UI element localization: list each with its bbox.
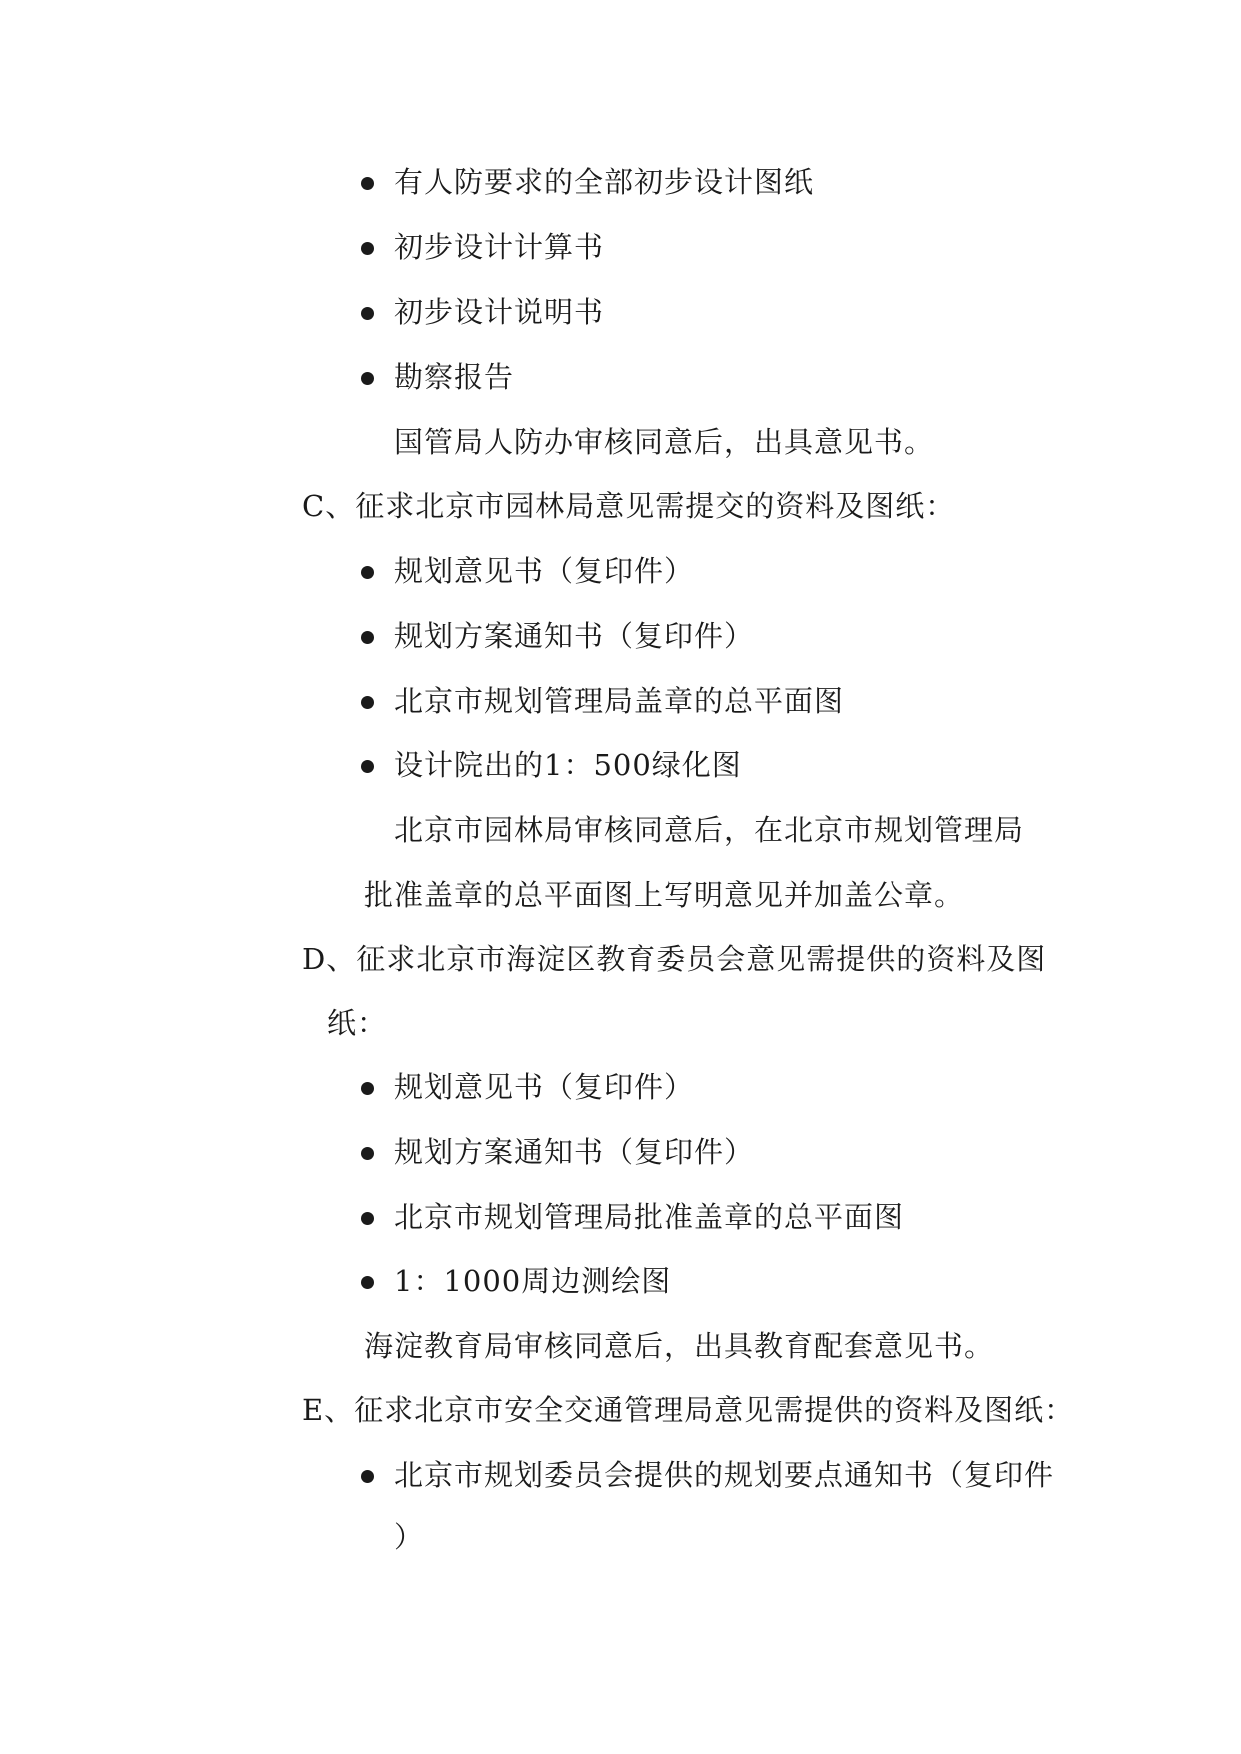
bullet-icon (361, 177, 374, 190)
section-b-conclusion: 国管局人防办审核同意后，出具意见书。 (394, 425, 935, 459)
bullet-icon (361, 1082, 374, 1095)
section-c-heading: C、征求北京市园林局意见需提交的资料及图纸： (302, 489, 956, 523)
bullet-icon (361, 1470, 374, 1483)
section-d-heading-cont: 纸： (327, 1006, 388, 1040)
section-d-conclusion: 海淀教育局审核同意后，出具教育配套意见书。 (364, 1329, 995, 1363)
bullet-icon (361, 307, 374, 320)
bullet-icon (361, 566, 374, 579)
bullet-icon (361, 760, 374, 773)
section-c-conclusion-line2: 批准盖章的总平面图上写明意见并加盖公章。 (364, 878, 965, 912)
section-e-heading: E、征求北京市安全交通管理局意见需提供的资料及图纸： (302, 1393, 1075, 1427)
bullet-icon (361, 242, 374, 255)
section-d-heading: D、征求北京市海淀区教育委员会意见需提供的资料及图 (302, 942, 1047, 976)
bullet-icon (361, 1147, 374, 1160)
bullet-icon (361, 696, 374, 709)
section-c-conclusion-line1: 北京市园林局审核同意后，在北京市规划管理局 (394, 813, 1025, 847)
list-item-continuation: ） (394, 1520, 425, 1554)
bullet-icon (361, 631, 374, 644)
bullet-icon (361, 372, 374, 385)
bullet-icon (361, 1212, 374, 1225)
bullet-icon (361, 1276, 374, 1289)
